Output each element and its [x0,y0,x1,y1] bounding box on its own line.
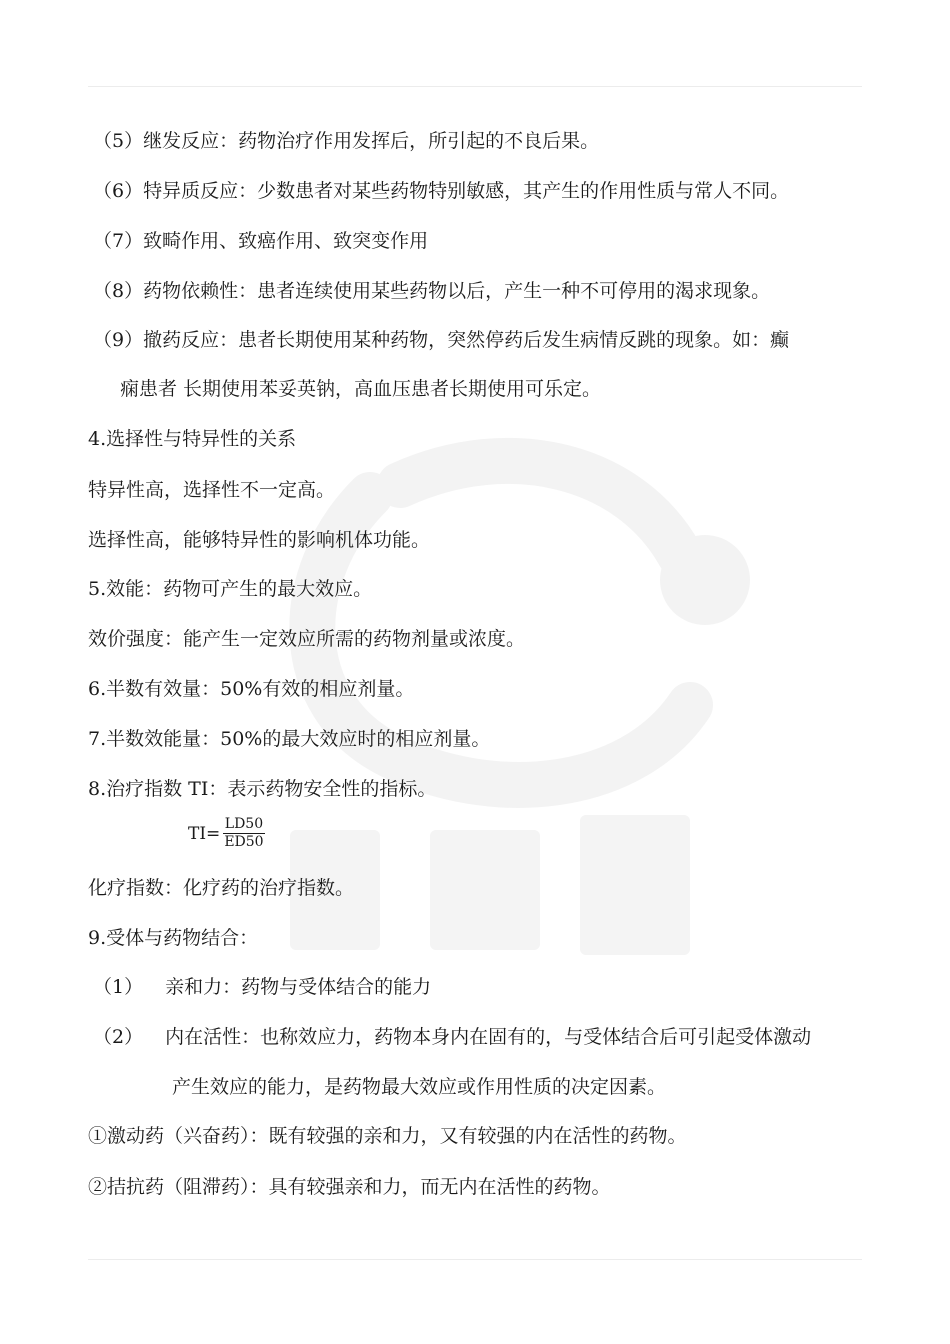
header-rule [88,86,862,87]
section-heading: 5.效能：药物可产生的最大效应。 [88,578,373,600]
paragraph: 选择性高，能够特异性的影响机体功能。 [88,529,431,551]
paragraph: 效价强度：能产生一定效应所需的药物剂量或浓度。 [88,628,526,650]
formula-numerator: LD50 [224,816,264,832]
list-item: （9）撤药反应：患者长期使用某种药物，突然停药后发生病情反跳的现象。如：癫 [93,329,790,351]
list-item: （7）致畸作用、致癌作用、致突变作用 [93,230,429,252]
formula-lhs: TI= [188,823,221,844]
formula-denominator: ED50 [224,834,264,850]
section-heading: 7.半数效能量：50%的最大效应时的相应剂量。 [88,728,491,750]
list-item [93,975,431,999]
list-text: 内在活性：也称效应力，药物本身内在固有的，与受体结合后可引起受体激动 [165,1026,812,1048]
paragraph: 化疗指数：化疗药的治疗指数。 [88,877,355,899]
list-item-continuation: 痫患者 长期使用苯妥英钠，高血压患者长期使用可乐定。 [120,378,602,400]
list-item [93,1025,811,1049]
section-heading: 8.治疗指数 TI：表示药物安全性的指标。 [88,778,437,800]
formula-fraction [222,816,265,851]
paragraph: ①激动药（兴奋药）：既有较强的亲和力，又有较强的内在活性的药物。 [88,1125,687,1147]
list-text: 亲和力：药物与受体结合的能力 [165,976,432,998]
ti-formula [188,816,266,851]
paragraph: ②拮抗药（阻滞药）：具有较强亲和力，而无内在活性的药物。 [88,1176,611,1198]
list-item: （5）继发反应：药物治疗作用发挥后，所引起的不良后果。 [93,130,600,152]
list-item-continuation: 产生效应的能力，是药物最大效应或作用性质的决定因素。 [172,1076,667,1098]
section-heading: 9.受体与药物结合： [88,927,259,949]
list-item: （6）特异质反应：少数患者对某些药物特别敏感，其产生的作用性质与常人不同。 [93,180,790,202]
section-heading: 4.选择性与特异性的关系 [88,428,297,450]
section-heading: 6.半数有效量：50%有效的相应剂量。 [88,678,415,700]
paragraph: 特异性高，选择性不一定高。 [88,479,336,501]
footer-rule [88,1259,862,1260]
list-marker: （1） [93,976,144,998]
list-item: （8）药物依赖性：患者连续使用某些药物以后，产生一种不可停用的渴求现象。 [93,280,771,302]
list-marker: （2） [93,1026,144,1048]
